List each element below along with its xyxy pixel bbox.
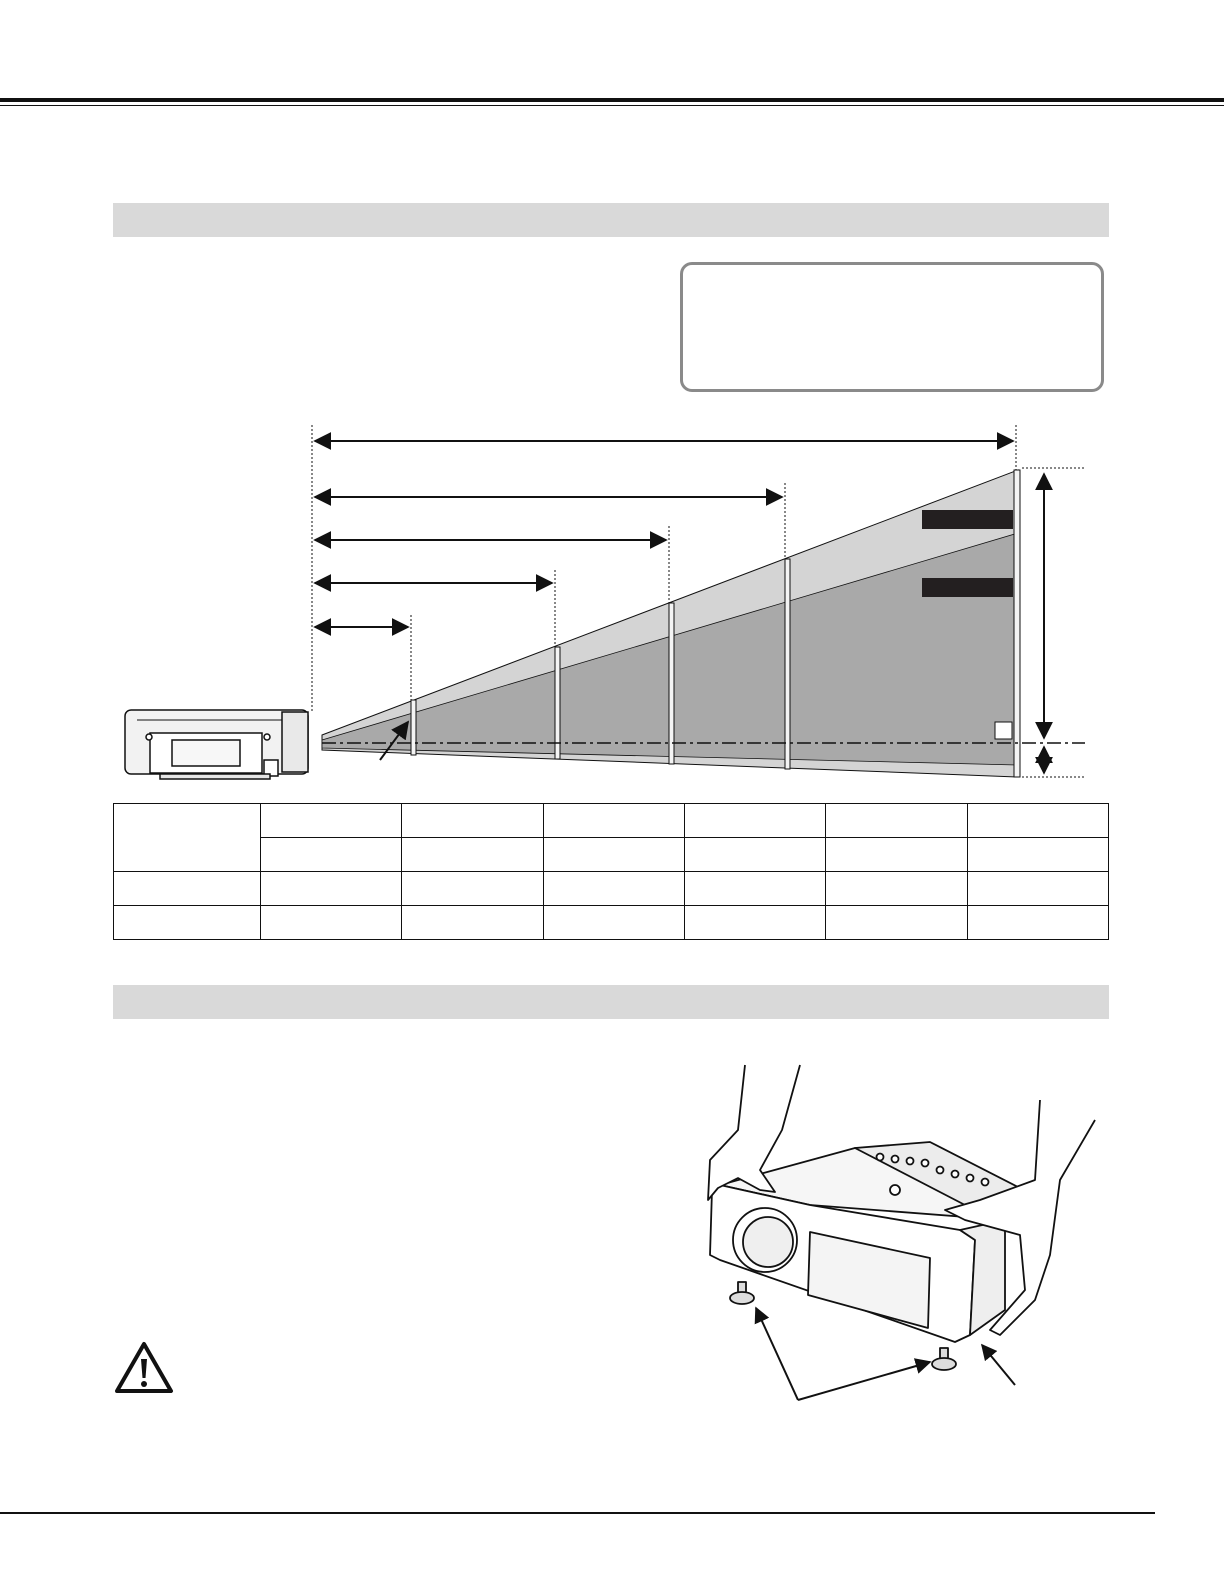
table-cell xyxy=(402,804,543,838)
projection-distance-table xyxy=(113,803,1109,940)
table-cell xyxy=(826,906,967,940)
table-cell xyxy=(967,838,1108,872)
table-cell xyxy=(543,838,684,872)
table-cell xyxy=(114,804,261,872)
table-cell xyxy=(402,872,543,906)
table-cell xyxy=(826,804,967,838)
table-cell xyxy=(261,872,402,906)
label-block-upper xyxy=(922,510,1013,529)
table-cell xyxy=(684,838,825,872)
projector-side-view xyxy=(125,710,308,779)
label-square xyxy=(995,722,1012,739)
table-cell xyxy=(967,804,1108,838)
table-cell xyxy=(967,872,1108,906)
table-cell xyxy=(967,906,1108,940)
table-cell xyxy=(543,804,684,838)
table-row xyxy=(114,906,1109,940)
table-cell xyxy=(261,906,402,940)
table-row xyxy=(114,872,1109,906)
footer-rule xyxy=(0,1512,1155,1514)
projector-adjust-illustration xyxy=(690,1060,1110,1420)
table-cell xyxy=(114,872,261,906)
table-cell xyxy=(684,906,825,940)
section-bar-adjustable-feet xyxy=(113,985,1109,1019)
table-row xyxy=(114,804,1109,838)
label-block-lower xyxy=(922,578,1013,597)
warning-triangle-icon xyxy=(113,1340,175,1396)
table-cell xyxy=(261,838,402,872)
table-row xyxy=(114,838,1109,872)
table-cell xyxy=(826,838,967,872)
table-cell xyxy=(684,872,825,906)
table-cell xyxy=(261,804,402,838)
table-cell xyxy=(543,906,684,940)
table-cell xyxy=(826,872,967,906)
table-cell xyxy=(402,838,543,872)
table-cell xyxy=(543,872,684,906)
table-cell xyxy=(684,804,825,838)
table-cell xyxy=(114,906,261,940)
table-cell xyxy=(402,906,543,940)
